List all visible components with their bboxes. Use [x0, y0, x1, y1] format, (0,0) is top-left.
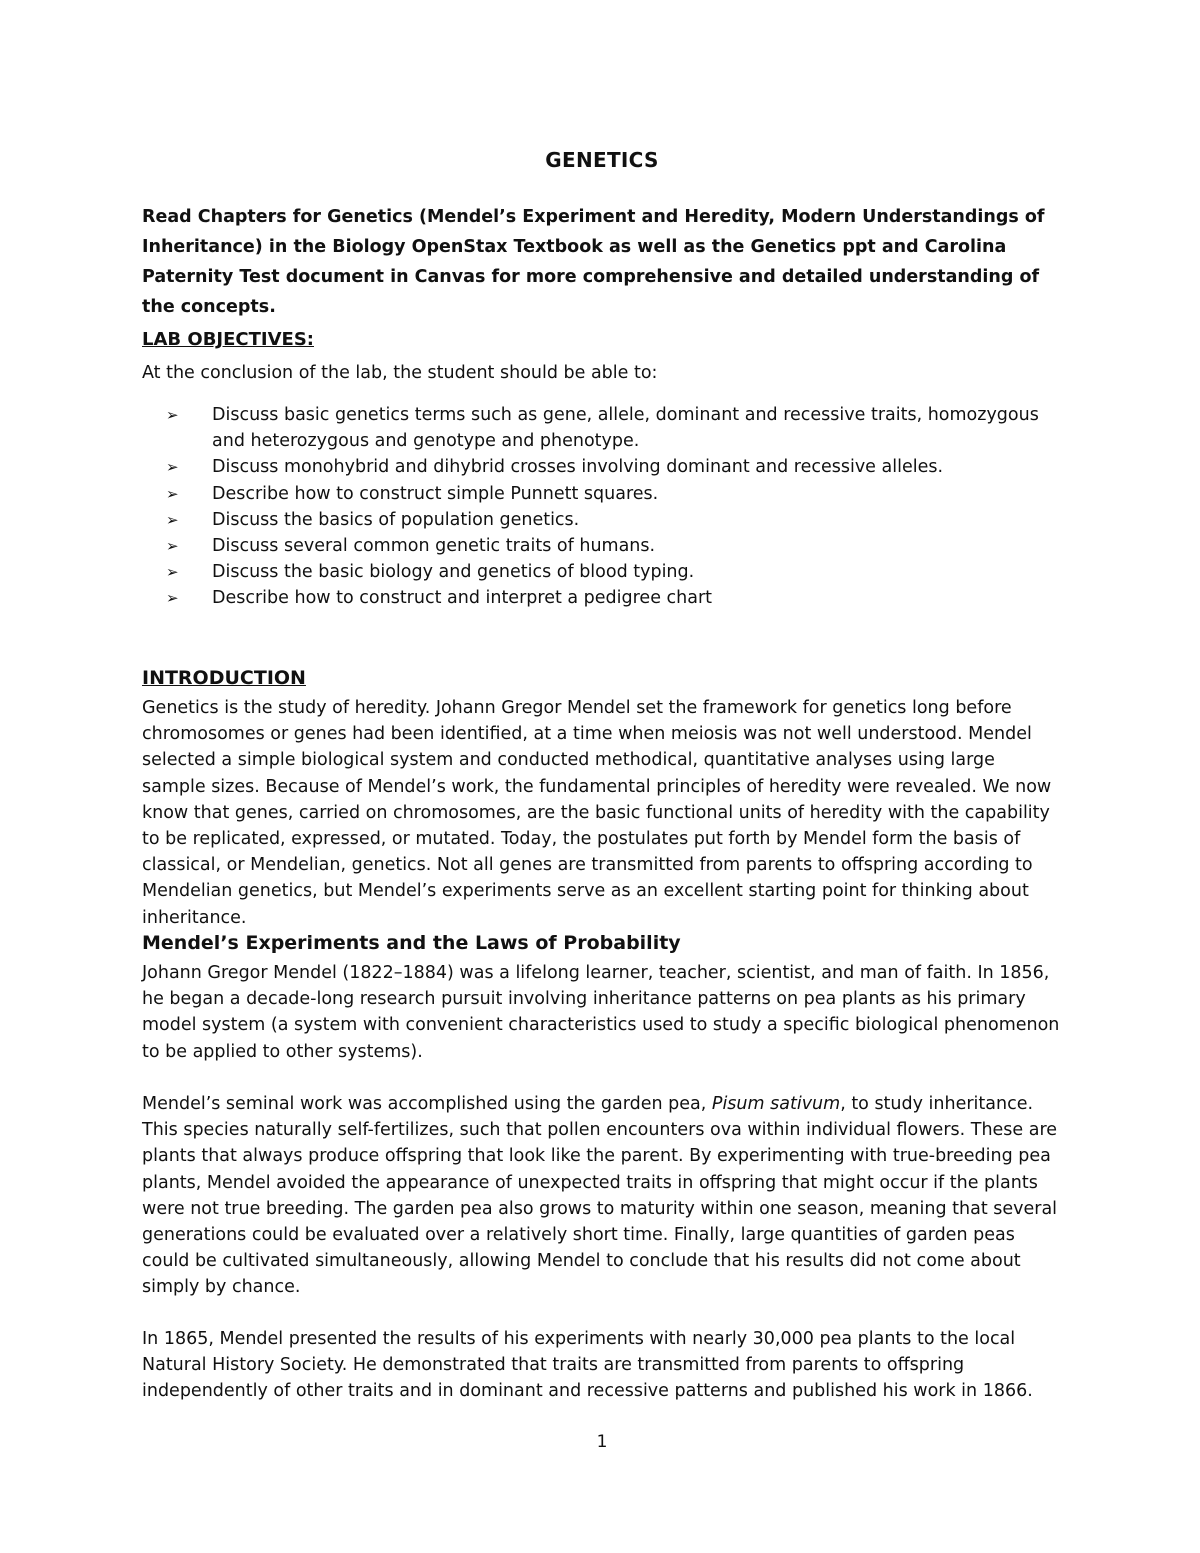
arrow-bullet-icon: ➢ — [166, 484, 179, 503]
species-name: Pisum sativum — [711, 1094, 841, 1114]
mendel-paragraph-1: Johann Gregor Mendel (1822–1884) was a lifelong learner, teacher, scientist, and man of faith. In 1856, he began a decade-long research pursuit involving inheritance patterns on pea plants as his primary model system (a system with convenient characteristics used to study a specific biological phenomenon to be applied to other systems). — [142, 963, 1060, 1062]
document-title: GENETICS — [545, 148, 659, 172]
lab-objectives-lead: At the conclusion of the lab, the student should be able to: — [142, 363, 658, 383]
list-item — [142, 507, 1062, 533]
arrow-bullet-icon: ➢ — [166, 458, 179, 477]
arrow-bullet-icon: ➢ — [166, 589, 179, 608]
arrow-bullet-icon: ➢ — [166, 510, 179, 529]
lab-objectives-list — [142, 402, 1062, 612]
list-item — [142, 533, 1062, 559]
objective-text: Discuss monohybrid and dihybrid crosses involving dominant and recessive alleles. — [212, 457, 944, 478]
objective-text: Discuss the basic biology and genetics of blood typing. — [212, 562, 695, 583]
objective-text: Discuss basic genetics terms such as gene, allele, dominant and recessive traits, homozygous and heterozygous and genotype and phenotype. — [212, 405, 1039, 452]
mendel-section-heading: Mendel’s Experiments and the Laws of Probability — [142, 932, 681, 954]
paragraph-text: , to study inheritance. This species naturally self-fertilizes, such that pollen encounters ova within individual flowers. These are plants that always produce offspring that look like the parent. By experimenting with true-breeding pea plants, Mendel avoided the appearance of unexpected traits in offspring that might occur if the plants were not true breeding. The garden pea also grows to maturity within one season, meaning that several generations could be evaluated over a relatively short time. Finally, large quantities of garden peas could be cultivated simultaneously, allowing Mendel to conclude that his results did not come about simply by chance. — [142, 1094, 1058, 1298]
paragraph-text: Mendel’s seminal work was accomplished using the garden pea, — [142, 1094, 712, 1114]
page-number: 1 — [596, 1432, 608, 1452]
objective-text: Describe how to construct and interpret a pedigree chart — [212, 588, 713, 609]
lab-objectives-heading: LAB OBJECTIVES: — [142, 329, 314, 350]
reading-instructions: Read Chapters for Genetics (Mendel’s Experiment and Heredity, Modern Understandings of Inheritance) in the Biology OpenStax Textbook as well as the Genetics ppt and Carolina Paternity Test document in Canvas for more comprehensive and detailed understanding of the concepts. — [142, 207, 1045, 317]
list-item — [142, 481, 1062, 507]
list-item — [142, 454, 1062, 480]
objective-text: Describe how to construct simple Punnett squares. — [212, 483, 659, 504]
arrow-bullet-icon: ➢ — [166, 537, 179, 556]
mendel-paragraph-2 — [142, 1091, 1062, 1301]
arrow-bullet-icon: ➢ — [166, 563, 179, 582]
list-item — [142, 559, 1062, 585]
arrow-bullet-icon: ➢ — [166, 406, 179, 424]
introduction-heading: INTRODUCTION — [142, 667, 306, 689]
objective-text: Discuss several common genetic traits of humans. — [212, 536, 656, 557]
list-item — [142, 402, 1062, 454]
mendel-paragraph-3: In 1865, Mendel presented the results of his experiments with nearly 30,000 pea plants to the local Natural History Society. He demonstrated that traits are transmitted from parents to offspring independently of other traits and in dominant and recessive patterns and published his work in 1866. — [142, 1329, 1033, 1402]
list-item — [142, 585, 1062, 611]
objective-text: Discuss the basics of population genetics. — [212, 509, 580, 530]
introduction-body: Genetics is the study of heredity. Johann Gregor Mendel set the framework for genetics long before chromosomes or genes had been identified, at a time when meiosis was not well understood. Mendel selected a simple biological system and conducted methodical, quantitative analyses using large sample sizes. Because of Mendel’s work, the fundamental principles of heredity were revealed. We now know that genes, carried on chromosomes, are the basic functional units of heredity with the capability to be replicated, expressed, or mutated. Today, the postulates put forth by Mendel form the basis of classical, or Mendelian, genetics. Not all genes are transmitted from parents to offspring according to Mendelian genetics, but Mendel’s experiments serve as an excellent starting point for thinking about inheritance. — [142, 698, 1052, 928]
